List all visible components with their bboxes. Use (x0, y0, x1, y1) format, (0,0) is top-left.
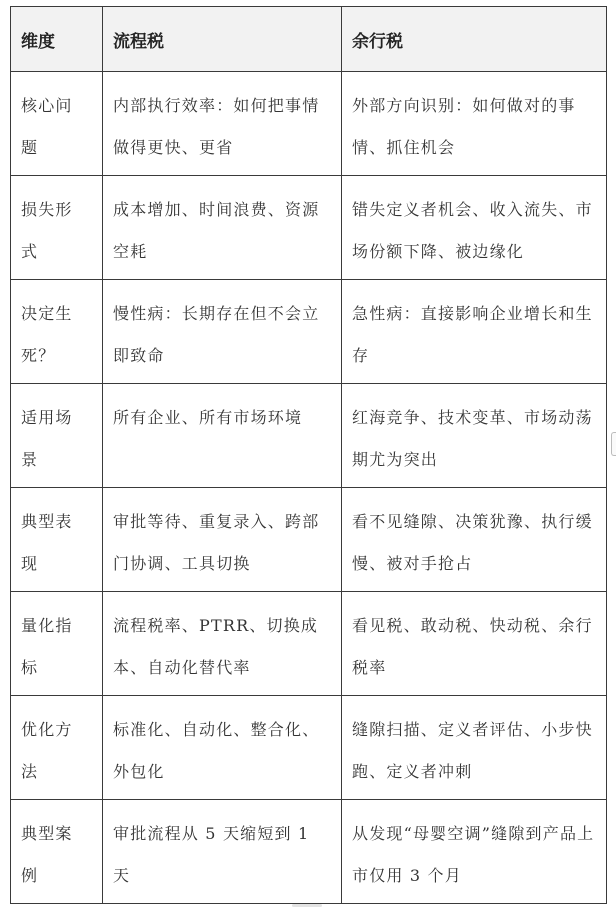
row-dimension-cell: 适用场景 (11, 384, 103, 488)
row-dimension-cell: 典型表现 (11, 488, 103, 592)
process-tax-cell: 流程税率、PTRR、切换成本、自动化替代率 (103, 592, 342, 696)
header-remaining-tax: 余行税 (342, 7, 607, 72)
table-row (11, 280, 607, 384)
table-header-row (11, 7, 607, 72)
process-tax-cell: 成本增加、时间浪费、资源空耗 (103, 176, 342, 280)
process-tax-cell: 标准化、自动化、整合化、外包化 (103, 696, 342, 800)
process-tax-cell: 慢性病：长期存在但不会立即致命 (103, 280, 342, 384)
remaining-tax-cell: 错失定义者机会、收入流失、市场份额下降、被边缘化 (342, 176, 607, 280)
header-dimension: 维度 (11, 7, 103, 72)
remaining-tax-cell: 缝隙扫描、定义者评估、小步快跑、定义者冲刺 (342, 696, 607, 800)
table-row (11, 488, 607, 592)
row-dimension-cell: 量化指标 (11, 592, 103, 696)
remaining-tax-cell: 外部方向识别：如何做对的事情、抓住机会 (342, 72, 607, 176)
remaining-tax-cell: 红海竞争、技术变革、市场动荡期尤为突出 (342, 384, 607, 488)
table-row (11, 384, 607, 488)
comparison-table (10, 6, 607, 904)
table-row (11, 592, 607, 696)
remaining-tax-cell: 急性病：直接影响企业增长和生存 (342, 280, 607, 384)
row-dimension-cell: 优化方法 (11, 696, 103, 800)
row-dimension-cell: 损失形式 (11, 176, 103, 280)
process-tax-cell: 审批流程从 5 天缩短到 1 天 (103, 800, 342, 904)
process-tax-cell: 审批等待、重复录入、跨部门协调、工具切换 (103, 488, 342, 592)
side-scroll-tab[interactable] (611, 432, 616, 456)
remaining-tax-cell: 看见税、敢动税、快动税、余行税率 (342, 592, 607, 696)
process-tax-cell: 内部执行效率：如何把事情做得更快、更省 (103, 72, 342, 176)
table-row (11, 176, 607, 280)
table-row (11, 800, 607, 904)
row-dimension-cell: 典型案例 (11, 800, 103, 904)
remaining-tax-cell: 从发现“母婴空调”缝隙到产品上市仅用 3 个月 (342, 800, 607, 904)
remaining-tax-cell: 看不见缝隙、决策犹豫、执行缓慢、被对手抢占 (342, 488, 607, 592)
row-dimension-cell: 决定生死？ (11, 280, 103, 384)
header-process-tax: 流程税 (103, 7, 342, 72)
table-row (11, 72, 607, 176)
bottom-indicator (292, 904, 322, 907)
process-tax-cell: 所有企业、所有市场环境 (103, 384, 342, 488)
row-dimension-cell: 核心问题 (11, 72, 103, 176)
table-row (11, 696, 607, 800)
